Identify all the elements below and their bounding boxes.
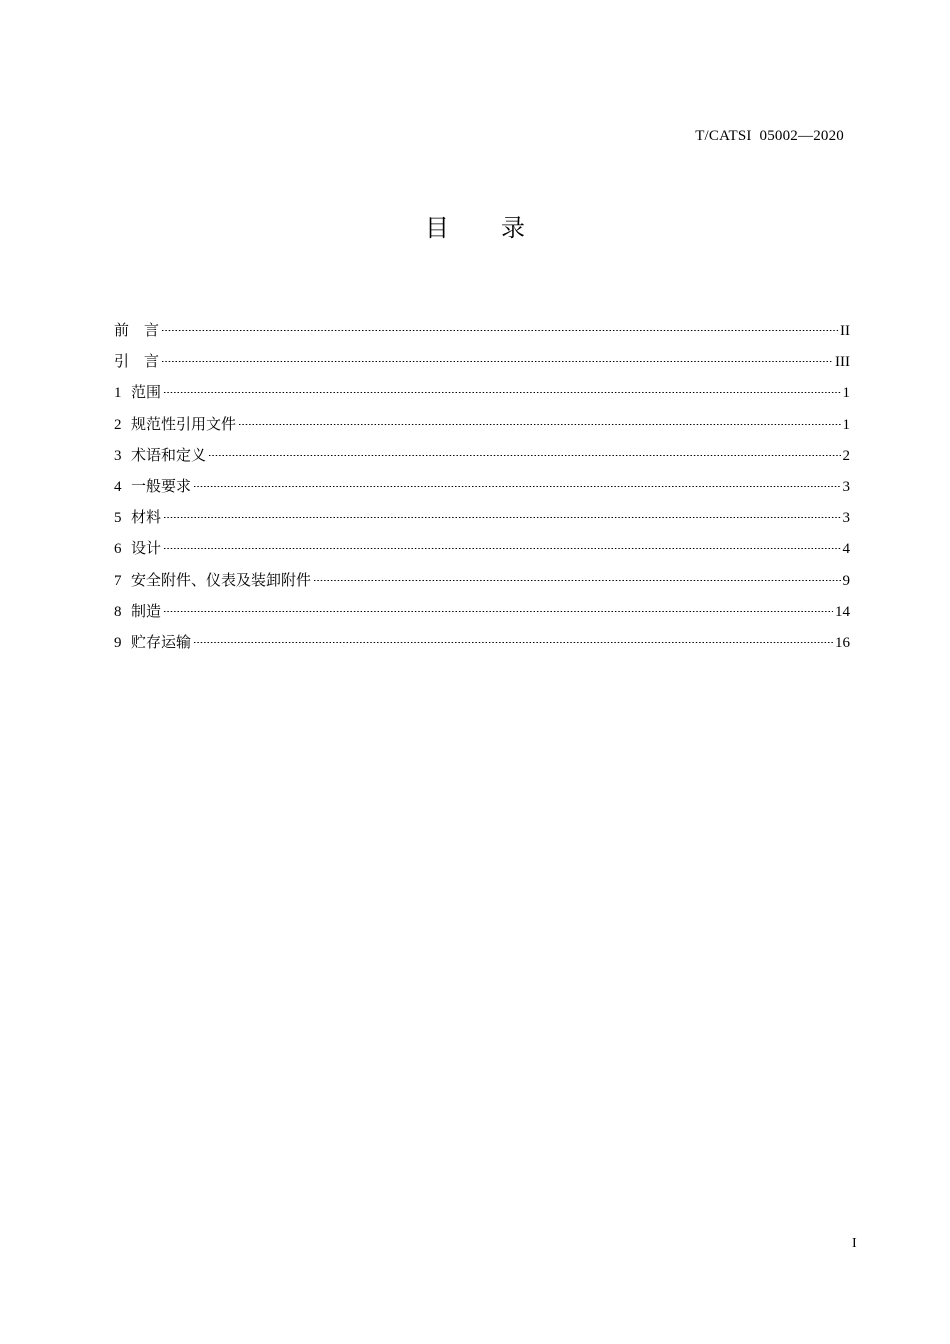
toc-entry-introduction[interactable]: [114, 350, 850, 381]
toc-title-char-1: 目: [425, 214, 449, 242]
page-number: I: [852, 1236, 857, 1251]
toc-entry-number: 6: [114, 541, 122, 558]
toc-entry-design[interactable]: [114, 537, 850, 568]
toc-entry-label: 设计: [131, 539, 162, 558]
toc-entry-number: 5: [114, 510, 122, 527]
toc-entry-number: 8: [114, 603, 122, 620]
toc-entry-page: 16: [835, 634, 850, 651]
toc-entry-page: II: [840, 323, 850, 339]
toc-entry-page: 4: [842, 541, 850, 558]
dot-leader: [238, 424, 840, 425]
dot-leader: [163, 517, 840, 518]
toc-entry-label: 制造: [131, 601, 162, 620]
dot-leader: [208, 455, 840, 456]
toc-entry-page: 1: [842, 416, 850, 433]
table-of-contents: [114, 319, 850, 662]
toc-entry-page: 3: [842, 510, 850, 527]
dot-leader: [193, 486, 840, 487]
toc-entry-number: 4: [114, 478, 122, 495]
toc-entry-number: 2: [114, 416, 122, 433]
toc-entry-page: 1: [842, 385, 850, 402]
toc-entry-safety-accessories[interactable]: [114, 569, 850, 600]
toc-entry-page: 9: [842, 572, 850, 589]
toc-entry-foreword[interactable]: [114, 319, 850, 350]
toc-entry-page: 14: [835, 603, 850, 620]
document-code: T/CATSI 05002—2020: [695, 128, 844, 144]
toc-entry-storage-transport[interactable]: [114, 631, 850, 662]
dot-leader: [161, 330, 838, 331]
toc-entry-general-requirements[interactable]: [114, 475, 850, 506]
dot-leader: [313, 580, 840, 581]
toc-entry-page: 3: [842, 478, 850, 495]
dot-leader: [161, 361, 833, 362]
dot-leader: [163, 392, 840, 393]
toc-entry-label: 规范性引用文件: [131, 414, 237, 433]
toc-entry-label: 术语和定义: [131, 445, 207, 464]
toc-entry-label: 安全附件、仪表及装卸附件: [131, 570, 312, 589]
toc-title-char-2: 录: [501, 214, 525, 242]
toc-entry-number: 7: [114, 572, 122, 589]
dot-leader: [163, 611, 833, 612]
toc-entry-label: 前 言: [114, 321, 160, 339]
toc-entry-number: 9: [114, 634, 122, 651]
dot-leader: [163, 548, 840, 549]
toc-entry-normative-references[interactable]: [114, 413, 850, 444]
toc-entry-page: III: [835, 354, 850, 371]
toc-entry-terms-definitions[interactable]: [114, 444, 850, 475]
dot-leader: [193, 642, 833, 643]
toc-entry-label: 一般要求: [131, 476, 192, 495]
toc-entry-materials[interactable]: [114, 506, 850, 537]
toc-entry-label: 范围: [131, 383, 162, 402]
toc-entry-number: 1: [114, 385, 122, 402]
toc-entry-label: 材料: [131, 508, 162, 527]
toc-entry-label: 引 言: [114, 352, 160, 371]
toc-entry-number: 3: [114, 447, 122, 464]
toc-entry-page: 2: [842, 447, 850, 464]
toc-entry-manufacturing[interactable]: [114, 600, 850, 631]
toc-entry-label: 贮存运输: [131, 632, 192, 651]
toc-title: [0, 208, 950, 243]
toc-entry-scope[interactable]: [114, 381, 850, 412]
